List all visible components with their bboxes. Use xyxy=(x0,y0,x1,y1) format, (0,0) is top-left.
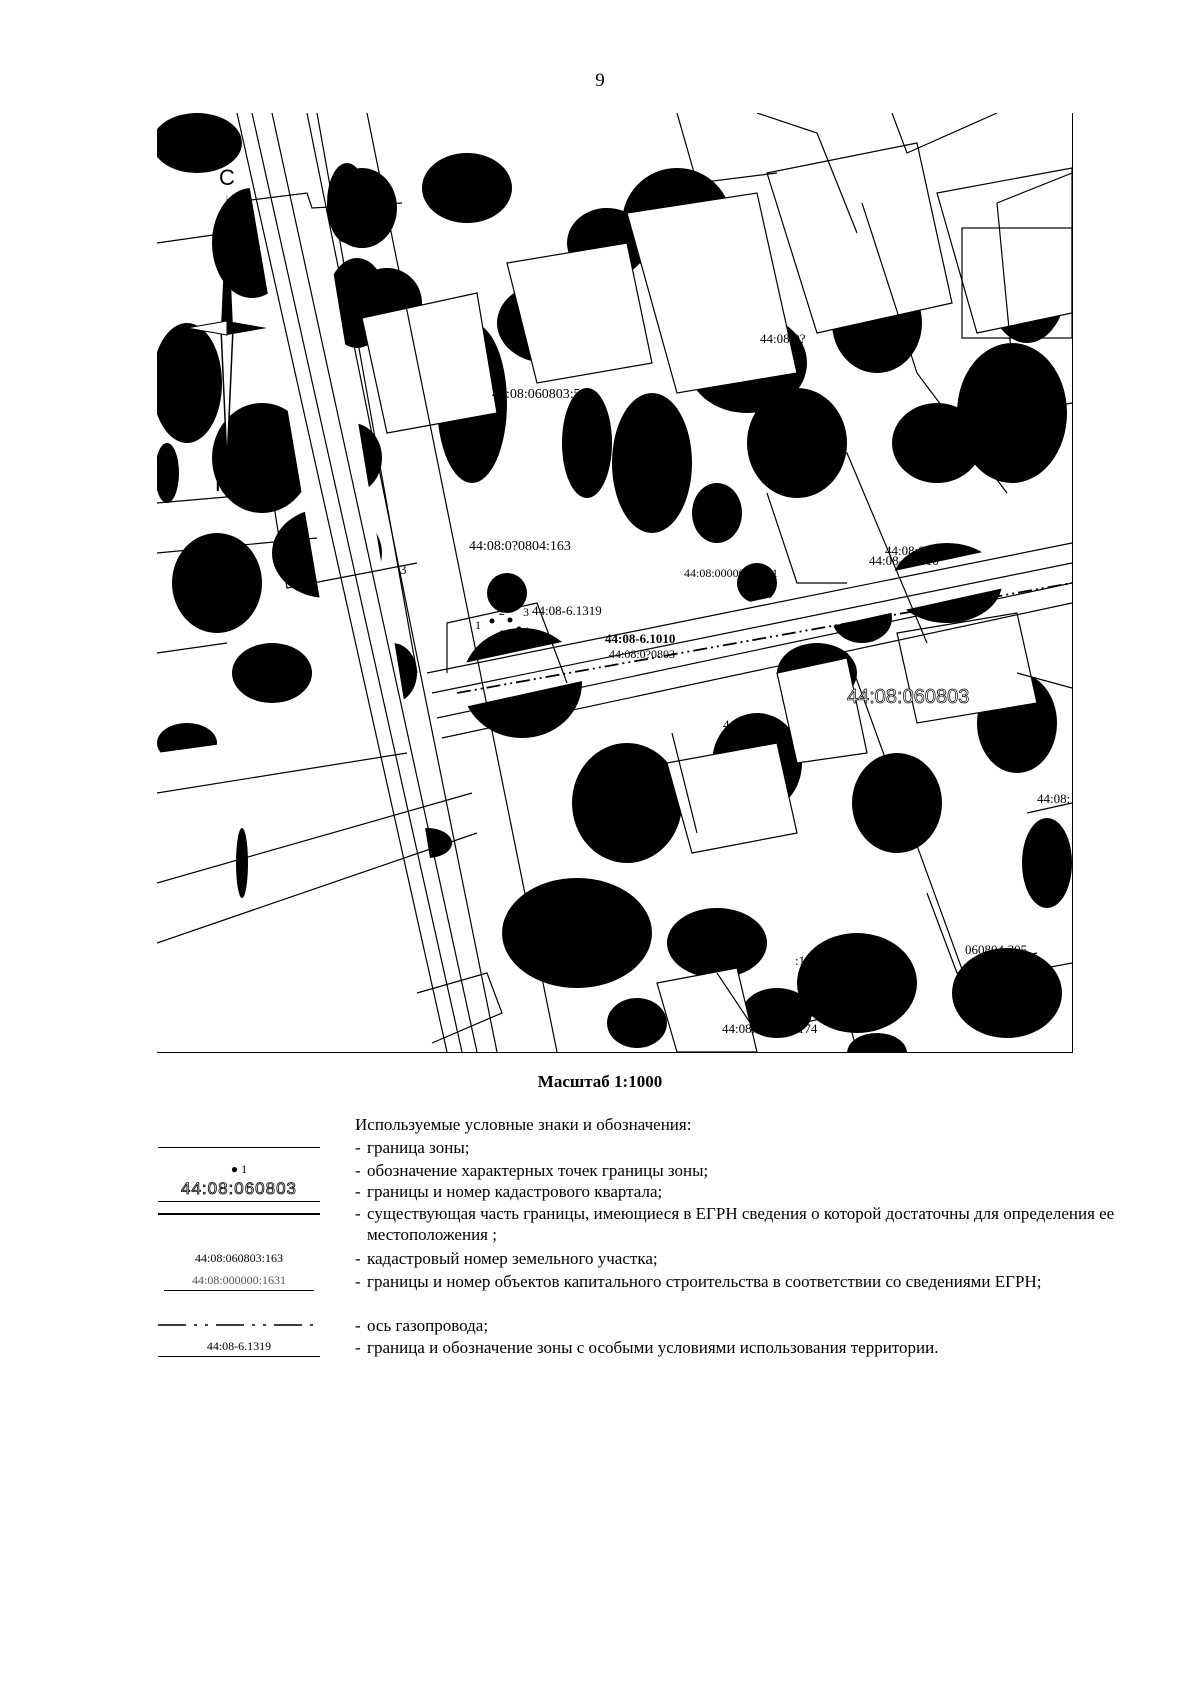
legend-text: существующая часть границы, имеющиеся в ЕГРН сведения о которой достаточны для определения ее местоположения ; xyxy=(367,1204,1115,1244)
legend-title: Используемые условные знаки и обозначения: xyxy=(355,1115,692,1134)
legend-text: граница зоны; xyxy=(367,1138,470,1157)
parcel-174-label: 44:08:060804:174 xyxy=(722,1021,818,1036)
point-2-label: 2 xyxy=(499,604,505,618)
partial-08-0-label: 44:08:0? xyxy=(760,331,806,346)
point-3-label: 3 xyxy=(523,605,529,619)
legend-text: кадастровый номер земельного участка; xyxy=(367,1249,658,1268)
partial-0803-label: 44:08:0?0803 xyxy=(609,647,675,661)
legend-text: ось газопровода; xyxy=(367,1316,489,1335)
scale-caption: Масштаб 1:1000 xyxy=(537,1072,663,1091)
north-label: С xyxy=(219,165,235,190)
oks-1631-label: 44:08:000000:1631 xyxy=(684,566,779,580)
legend-text: границы и номер кадастрового квартала; xyxy=(367,1182,663,1201)
parcel-58-label: 44:08:060803:58 xyxy=(492,387,588,402)
legend-text: граница и обозначение зоны с особыми условиями использования территории. xyxy=(367,1338,939,1357)
partial-44-08-0-label: 44:08:0 xyxy=(829,986,869,1001)
partial-0608-label: 44:08:0608 xyxy=(723,717,783,732)
legend-text: границы и номер объектов капитального строительства в соответствии со сведениями ЕГРН; xyxy=(367,1272,1042,1291)
zone-1010-label-b: 44:08-6.1010 xyxy=(869,553,939,568)
partial-305-label: 060804:305 xyxy=(965,942,1028,957)
edge-3-label: 3 xyxy=(400,562,407,577)
oks-1231-label: 44:08:0?:1231 xyxy=(885,543,961,558)
page-number: 9 xyxy=(595,70,605,91)
south-label: Ю xyxy=(215,471,238,496)
partial-163b-label: :163 xyxy=(795,953,819,968)
quarter-label: 44:08:060803 xyxy=(847,686,970,708)
point-1-label: 1 xyxy=(475,618,481,632)
cadastral-map xyxy=(157,113,1073,1053)
zone-1010-label-a: 44:08-6.1010 xyxy=(605,631,676,646)
point-4-label: 4 xyxy=(523,624,529,638)
legend-text: обозначение характерных точек границы зоны; xyxy=(367,1161,709,1180)
zone-1319-label: 44:08-6.1319 xyxy=(532,603,602,618)
map-canvas xyxy=(157,113,1072,1052)
parcel-163-label: 44:08:0?0804:163 xyxy=(469,539,571,554)
partial-right-label: 44:08: xyxy=(1037,791,1071,806)
